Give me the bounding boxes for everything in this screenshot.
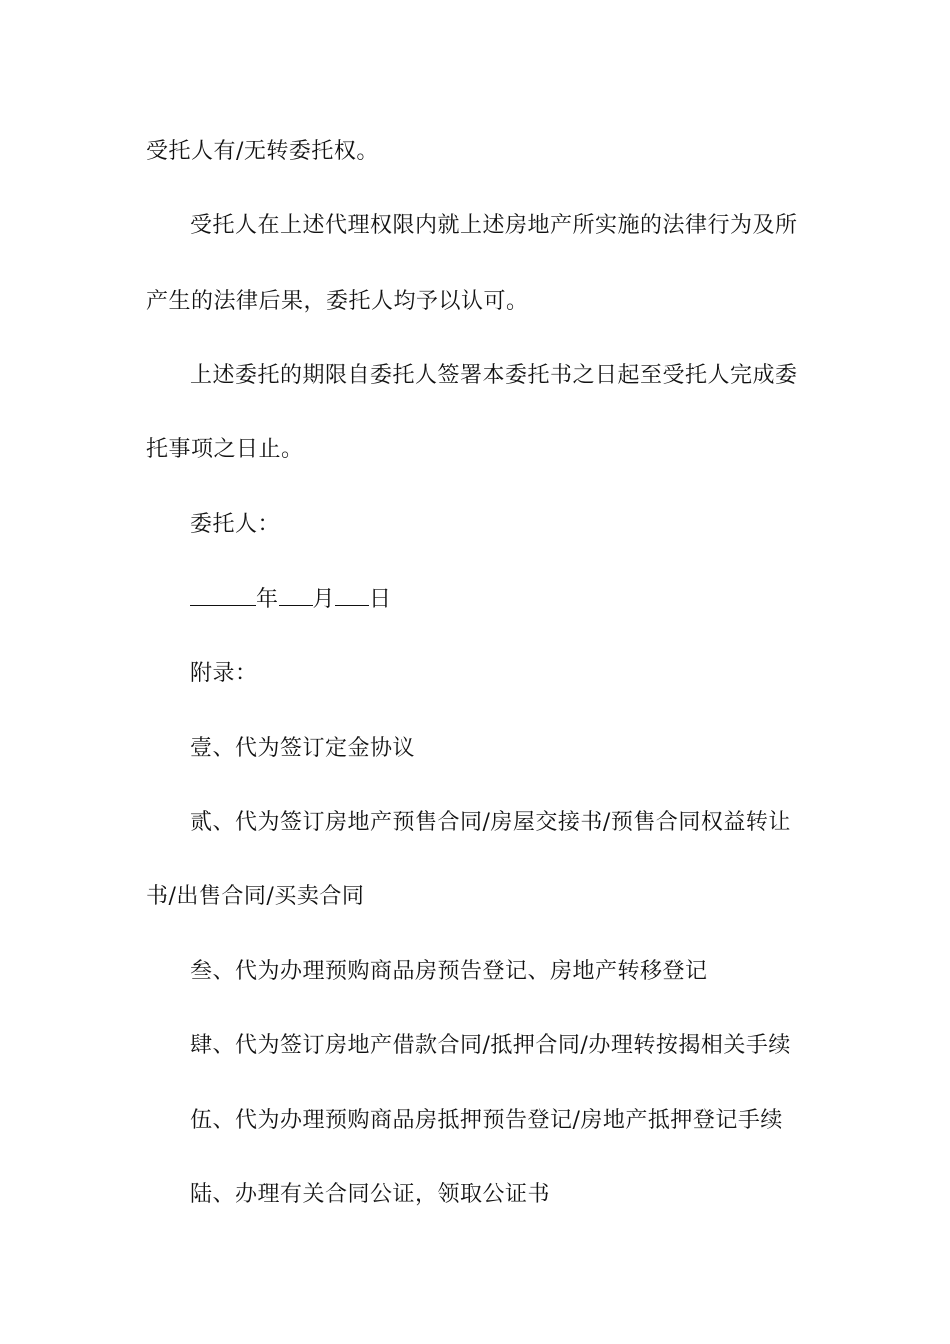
- month-label: 月: [312, 587, 336, 612]
- appendix-item: 贰、代为签订房地产预售合同/房屋交接书/预售合同权益转让: [190, 810, 791, 835]
- date-line: [190, 587, 392, 613]
- year-blank: [190, 587, 256, 606]
- appendix-item: 伍、代为办理预购商品房抵押预告登记/房地产抵押登记手续: [190, 1108, 783, 1133]
- paragraph-line: 产生的法律后果，委托人均予以认可。: [146, 289, 529, 314]
- month-blank: [279, 587, 313, 606]
- year-label: 年: [256, 587, 279, 612]
- day-label: 日: [369, 587, 392, 612]
- appendix-item: 叁、代为办理预购商品房预告登记、房地产转移登记: [190, 959, 708, 984]
- paragraph-line: 受托人有/无转委托权。: [146, 139, 379, 164]
- day-blank: [335, 587, 369, 606]
- appendix-item: 肆、代为签订房地产借款合同/抵押合同/办理转按揭相关手续: [190, 1033, 791, 1058]
- appendix-item-continued: 书/出售合同/买卖合同: [146, 884, 365, 909]
- paragraph-line: 受托人在上述代理权限内就上述房地产所实施的法律行为及所: [190, 213, 798, 238]
- appendix-heading: 附录：: [190, 661, 258, 686]
- paragraph-line: 托事项之日止。: [146, 437, 304, 462]
- paragraph-line: 上述委托的期限自委托人签署本委托书之日起至受托人完成委: [190, 363, 798, 388]
- principal-signature-label: 委托人：: [190, 512, 281, 537]
- appendix-item: 壹、代为签订定金协议: [190, 736, 416, 761]
- appendix-item: 陆、办理有关合同公证，领取公证书: [190, 1182, 551, 1207]
